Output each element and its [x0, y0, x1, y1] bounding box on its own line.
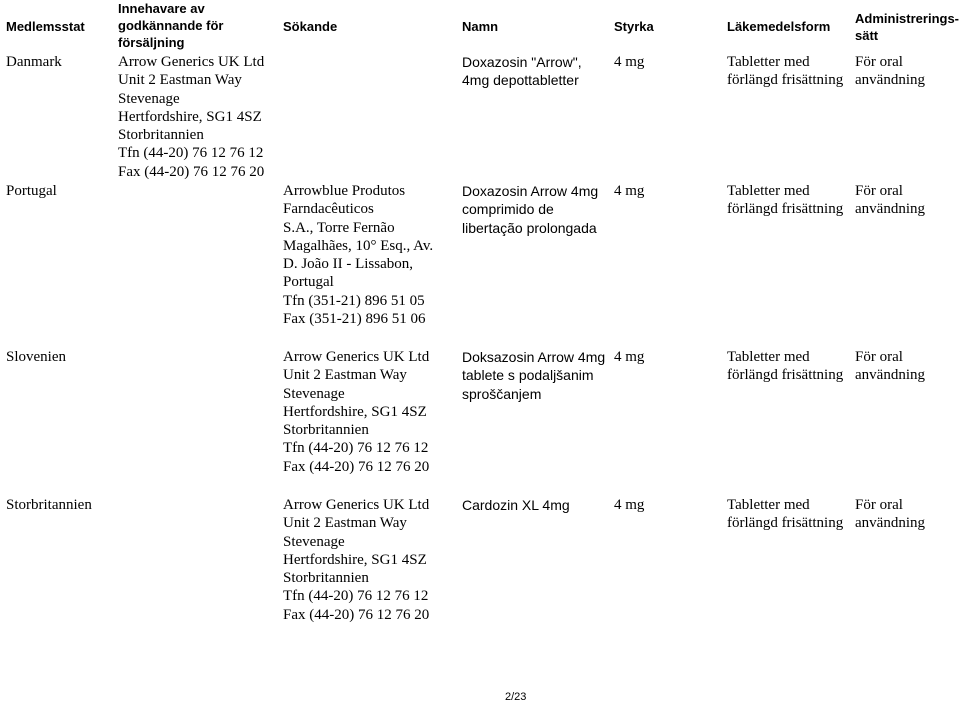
header-administrering-line: sätt: [855, 28, 879, 43]
name-line: tablete s podaljšanim: [462, 367, 594, 384]
row-slovenien-administrering: [855, 348, 925, 385]
header-administrering-line: Administrerings-: [855, 11, 960, 26]
address-line: Storbritannien: [283, 570, 369, 587]
header-innehavare-line: godkännande för: [118, 18, 224, 33]
header-medlemsstat: Medlemsstat: [6, 19, 85, 34]
route-line: användning: [855, 367, 925, 384]
name-line: Doxazosin "Arrow",: [462, 54, 582, 70]
row-storbritannien-sokande: [283, 496, 429, 624]
row-storbritannien-lakemedelsform: [727, 496, 843, 533]
form-line: Tabletter med: [727, 54, 810, 70]
address-line: Fax (44-20) 76 12 76 20: [283, 458, 430, 475]
row-portugal-namn: [462, 182, 598, 237]
form-line: förlängd frisättning: [727, 515, 844, 532]
header-innehavare-line: Innehavare av: [118, 1, 205, 16]
address-line: Storbritannien: [118, 127, 204, 144]
header-lakemedelsform: Läkemedelsform: [727, 19, 831, 34]
address-line: S.A., Torre Fernão: [283, 219, 395, 236]
header-innehavare-line: försäljning: [118, 35, 185, 50]
row-storbritannien-administrering: [855, 496, 925, 533]
address-line: Stevenage: [283, 385, 345, 402]
name-line: sproščanjem: [462, 385, 542, 402]
address-line: Portugal: [283, 274, 334, 291]
address-line: D. João II - Lissabon,: [283, 256, 413, 273]
name-line: Doxazosin Arrow 4mg: [462, 183, 599, 199]
address-line: Arrow Generics UK Ltd: [283, 497, 430, 513]
route-line: användning: [855, 201, 925, 218]
name-line: libertação prolongada: [462, 219, 597, 236]
address-line: Tfn (44-20) 76 12 76 12: [118, 145, 264, 162]
address-line: Fax (44-20) 76 12 76 20: [118, 163, 265, 180]
name-line: 4mg depottabletter: [462, 72, 579, 89]
row-danmark-administrering: [855, 53, 925, 90]
form-line: Tabletter med: [727, 183, 810, 199]
row-danmark-innehavare: [118, 53, 264, 181]
address-line: Tfn (44-20) 76 12 76 12: [283, 588, 429, 605]
route-line: För oral: [855, 183, 903, 199]
row-slovenien-lakemedelsform: [727, 348, 843, 385]
address-line: Hertfordshire, SG1 4SZ: [283, 403, 427, 420]
form-line: förlängd frisättning: [727, 367, 844, 384]
address-line: Farndacêuticos: [283, 201, 374, 218]
name-line: Cardozin XL 4mg: [462, 497, 570, 513]
address-line: Unit 2 Eastman Way: [118, 72, 242, 89]
address-line: Magalhães, 10° Esq., Av.: [283, 237, 434, 254]
address-line: Storbritannien: [283, 422, 369, 439]
row-portugal-styrka: 4 mg: [614, 183, 645, 199]
row-slovenien-sokande: [283, 348, 429, 476]
row-portugal-lakemedelsform: [727, 182, 843, 219]
header-styrka: Styrka: [614, 19, 654, 34]
row-portugal-medlemsstat: Portugal: [6, 183, 57, 199]
row-danmark-namn: [462, 53, 582, 90]
address-line: Tfn (44-20) 76 12 76 12: [283, 440, 429, 457]
route-line: användning: [855, 72, 925, 89]
form-line: förlängd frisättning: [727, 201, 844, 218]
name-line: comprimido de: [462, 201, 554, 218]
route-line: För oral: [855, 54, 903, 70]
header-namn: Namn: [462, 19, 499, 34]
row-slovenien-namn: [462, 348, 605, 403]
row-danmark-styrka: 4 mg: [614, 54, 645, 70]
address-line: Tfn (351-21) 896 51 05: [283, 292, 425, 309]
address-line: Unit 2 Eastman Way: [283, 515, 407, 532]
route-line: För oral: [855, 497, 903, 513]
row-storbritannien-medlemsstat: Storbritannien: [6, 497, 92, 513]
address-line: Stevenage: [118, 90, 180, 107]
address-line: Hertfordshire, SG1 4SZ: [118, 108, 262, 125]
route-line: För oral: [855, 349, 903, 365]
form-line: Tabletter med: [727, 497, 810, 513]
row-danmark-lakemedelsform: [727, 53, 843, 90]
address-line: Stevenage: [283, 533, 345, 550]
address-line: Arrowblue Produtos: [283, 183, 406, 199]
header-administrering: [855, 10, 959, 44]
address-line: Fax (44-20) 76 12 76 20: [283, 606, 430, 623]
form-line: Tabletter med: [727, 349, 810, 365]
address-line: Unit 2 Eastman Way: [283, 367, 407, 384]
row-portugal-administrering: [855, 182, 925, 219]
row-danmark-medlemsstat: Danmark: [6, 54, 62, 70]
row-storbritannien-namn: [462, 496, 570, 514]
address-line: Fax (351-21) 896 51 06: [283, 311, 426, 328]
address-line: Arrow Generics UK Ltd: [283, 349, 430, 365]
address-line: Arrow Generics UK Ltd: [118, 54, 265, 70]
row-storbritannien-styrka: 4 mg: [614, 497, 645, 513]
form-line: förlängd frisättning: [727, 72, 844, 89]
header-innehavare: [118, 0, 223, 51]
header-sokande: Sökande: [283, 19, 338, 34]
row-slovenien-styrka: 4 mg: [614, 349, 645, 365]
address-line: Hertfordshire, SG1 4SZ: [283, 551, 427, 568]
row-slovenien-medlemsstat: Slovenien: [6, 349, 66, 365]
route-line: användning: [855, 515, 925, 532]
row-portugal-sokande: [283, 182, 433, 328]
page-number: 2/23: [505, 691, 527, 703]
name-line: Doksazosin Arrow 4mg: [462, 349, 606, 365]
